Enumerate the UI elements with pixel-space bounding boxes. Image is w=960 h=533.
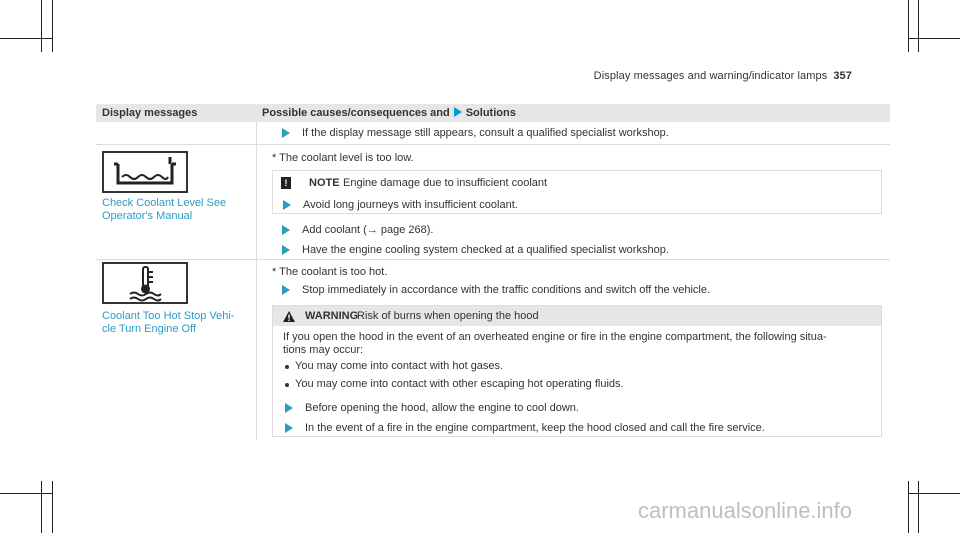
row2-solution-1: Stop immediately in accordance with the traffic conditions and switch off the vehicle. <box>302 284 711 296</box>
note-box <box>272 170 882 214</box>
solution-arrow-icon <box>282 225 290 235</box>
row1-cause: * The coolant level is too low. <box>272 152 414 164</box>
col-header-causes <box>262 107 516 119</box>
warning-box <box>272 305 882 437</box>
row0-solution: If the display message still appears, consult a qualified specialist workshop. <box>302 127 669 139</box>
warning-header <box>273 306 881 326</box>
row2-cause: * The coolant is too hot. <box>272 266 388 278</box>
warning-solution-2: In the event of a fire in the engine compartment, keep the hood closed and call the fire service. <box>305 422 765 434</box>
warning-dot-item-2: You may come into contact with other escaping hot operating fluids. <box>295 378 624 390</box>
crop-mark <box>41 0 42 52</box>
crop-mark <box>52 0 53 52</box>
table-header <box>96 104 890 122</box>
solution-arrow-icon <box>283 200 291 210</box>
crop-mark <box>908 38 960 39</box>
coolant-level-icon <box>102 151 188 193</box>
solution-arrow-icon <box>282 128 290 138</box>
col-header-causes-text: Possible causes/consequences and <box>262 107 450 119</box>
crop-mark <box>908 493 960 494</box>
solution-arrow-icon <box>454 107 462 117</box>
warning-text-line1: If you open the hood in the event of an overheated engine or fire in the engine compartment, the following situa- <box>283 331 827 343</box>
warning-text-line2: tions may occur: <box>283 344 364 356</box>
page-number: 357 <box>833 70 852 82</box>
crop-mark <box>918 481 919 533</box>
crop-mark <box>52 481 53 533</box>
row2-message-line2: cle Turn Engine Off <box>102 323 196 335</box>
header-title: Display messages and warning/indicator lamps <box>593 70 828 82</box>
running-header <box>594 70 852 82</box>
column-divider <box>256 122 257 440</box>
col-header-display-messages: Display messages <box>102 107 198 119</box>
col-header-solutions: Solutions <box>465 107 516 119</box>
row-divider <box>96 259 890 260</box>
note-label: NOTE <box>309 177 340 189</box>
note-title: Engine damage due to insufficient coolant <box>343 177 548 189</box>
row2-message-line1: Coolant Too Hot Stop Vehi- <box>102 310 235 322</box>
warning-dot-item-1: You may come into contact with hot gases. <box>295 360 504 372</box>
watermark: carmanualsonline.info <box>638 498 853 523</box>
row1-message-line2: Operator's Manual <box>102 210 193 222</box>
crop-mark <box>0 493 52 494</box>
crop-mark <box>908 0 909 52</box>
display-messages-table <box>96 104 890 440</box>
crop-mark <box>0 38 52 39</box>
row1-solution-2: Have the engine cooling system checked at a qualified specialist workshop. <box>302 244 669 256</box>
crop-mark <box>41 481 42 533</box>
note-bullet: Avoid long journeys with insufficient coolant. <box>303 199 518 211</box>
crop-mark <box>908 481 909 533</box>
solution-arrow-icon <box>285 403 293 413</box>
crop-mark <box>918 0 919 52</box>
solution-arrow-icon <box>282 245 290 255</box>
solution-arrow-icon <box>282 285 290 295</box>
warning-title: Risk of burns when opening the hood <box>357 310 539 322</box>
list-dot <box>285 365 289 369</box>
warning-triangle-icon <box>283 311 295 322</box>
solution-arrow-icon <box>285 423 293 433</box>
row1-message-line1: Check Coolant Level See <box>102 197 227 209</box>
note-exclamation-icon: ! <box>281 177 291 189</box>
warning-label: WARNING <box>305 310 359 322</box>
warning-solution-1: Before opening the hood, allow the engine to cool down. <box>305 402 579 414</box>
row1-solution-1: Add coolant (→ page 268). <box>302 224 434 236</box>
row-divider <box>96 144 890 145</box>
coolant-temperature-icon <box>102 262 188 304</box>
list-dot <box>285 383 289 387</box>
